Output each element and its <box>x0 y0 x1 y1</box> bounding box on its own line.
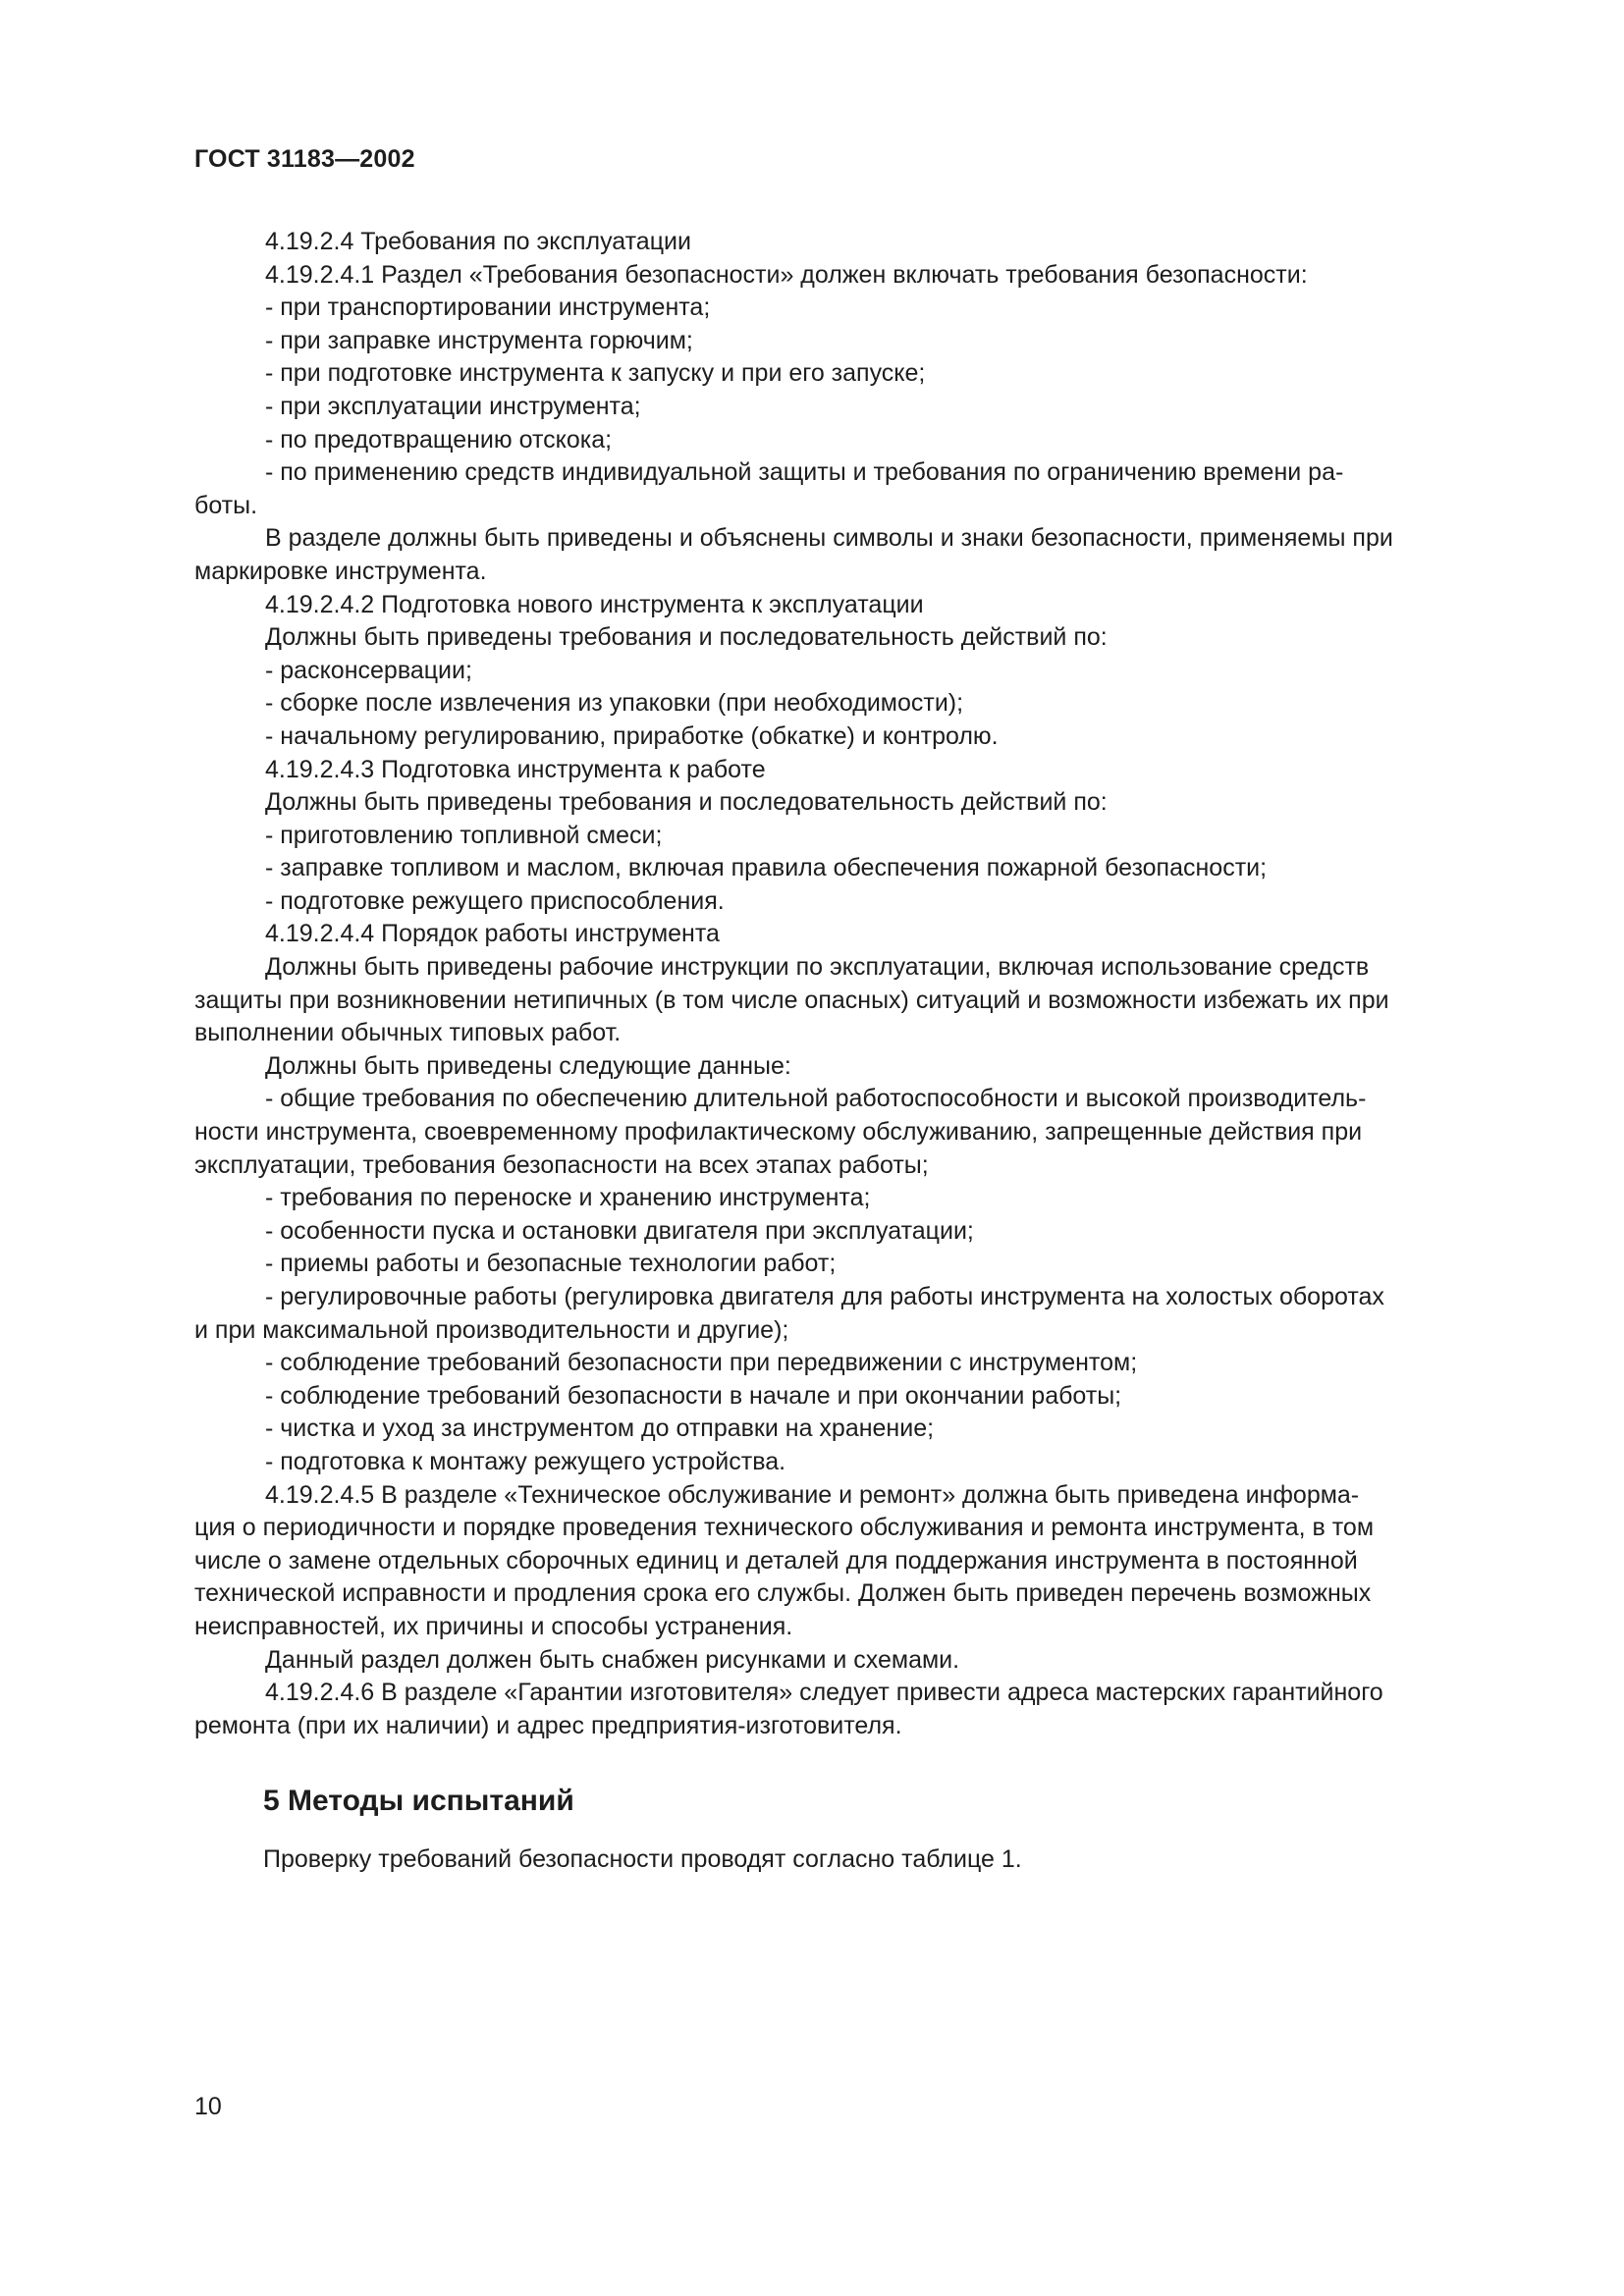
text-line: 4.19.2.4.1 Раздел «Требования безопасности» должен включать требования безопасности: <box>265 260 1308 289</box>
text-line: 4.19.2.4.6 В разделе «Гарантии изготовителя» следует привести адреса мастерских гарантийного <box>265 1679 1383 1707</box>
text-line: боты. <box>194 491 258 519</box>
text-line: выполнении обычных типовых работ. <box>194 1019 622 1047</box>
text-line: - при заправке инструмента горючим; <box>265 326 693 354</box>
body-text <box>194 226 1520 1742</box>
page-number: 10 <box>194 2093 222 2120</box>
text-line: Данный раздел должен быть снабжен рисунками и схемами. <box>265 1645 960 1674</box>
text-line: - требования по переноске и хранению инструмента; <box>265 1184 871 1212</box>
text-line: защиты при возникновении нетипичных (в том числе опасных) ситуаций и возможности избежать их при <box>194 986 1389 1014</box>
text-line: - при подготовке инструмента к запуску и при его запуске; <box>265 359 926 388</box>
text-line: - начальному регулированию, приработке (обкатке) и контролю. <box>265 721 999 750</box>
text-line: - особенности пуска и остановки двигателя при эксплуатации; <box>265 1216 974 1245</box>
text-line: эксплуатации, требования безопасности на всех этапах работы; <box>194 1150 929 1179</box>
text-line: - заправке топливом и маслом, включая правила обеспечения пожарной безопасности; <box>265 854 1268 882</box>
text-line: неисправностей, их причины и способы устранения. <box>194 1612 793 1640</box>
text-line: В разделе должны быть приведены и объяснены символы и знаки безопасности, применяемы при <box>265 524 1393 553</box>
text-line: 4.19.2.4.3 Подготовка инструмента к работе <box>265 755 766 783</box>
text-line: Должны быть приведены требования и последовательность действий по: <box>265 788 1108 817</box>
text-line: числе о замене отдельных сборочных единиц и деталей для поддержания инструмента в постоянной <box>194 1546 1358 1575</box>
text-line: ция о периодичности и порядке проведения технического обслуживания и ремонта инструмента, в том <box>194 1514 1375 1542</box>
text-line: - соблюдение требований безопасности при передвижении с инструментом; <box>265 1349 1138 1377</box>
text-line: - по применению средств индивидуальной защиты и требования по ограничению времени ра- <box>265 458 1344 487</box>
text-line: 4.19.2.4 Требования по эксплуатации <box>265 228 691 255</box>
text-line: - общие требования по обеспечению длительной работоспособности и высокой производитель- <box>265 1085 1367 1113</box>
section-heading: 5 Методы испытаний <box>263 1785 574 1817</box>
document-header: ГОСТ 31183—2002 <box>194 145 415 173</box>
section-text: Проверку требований безопасности проводят согласно таблице 1. <box>263 1845 1022 1873</box>
text-line: 4.19.2.4.5 В разделе «Техническое обслуживание и ремонт» должна быть приведена информа- <box>265 1480 1360 1509</box>
text-line: Должны быть приведены рабочие инструкции по эксплуатации, включая использование средств <box>265 953 1370 982</box>
text-line: - подготовка к монтажу режущего устройства. <box>265 1447 786 1475</box>
text-line: - сборке после извлечения из упаковки (при необходимости); <box>265 689 964 718</box>
text-line: Должны быть приведены требования и последовательность действий по: <box>265 623 1108 652</box>
text-line: - расконсервации; <box>265 656 472 684</box>
text-line: - соблюдение требований безопасности в начале и при окончании работы; <box>265 1381 1122 1410</box>
text-line: 4.19.2.4.4 Порядок работы инструмента <box>265 920 720 948</box>
text-line: Должны быть приведены следующие данные: <box>265 1051 791 1080</box>
text-line: - чистка и уход за инструментом до отправки на хранение; <box>265 1415 935 1443</box>
text-line: - при эксплуатации инструмента; <box>265 392 641 420</box>
text-line: - подготовке режущего приспособления. <box>265 886 725 915</box>
text-line: и при максимальной производительности и другие); <box>194 1315 789 1344</box>
text-line: маркировке инструмента. <box>194 557 487 585</box>
text-line: технической исправности и продления срока его службы. Должен быть приведен перечень возможных <box>194 1579 1372 1608</box>
text-line: - при транспортировании инструмента; <box>265 294 711 322</box>
text-line: 4.19.2.4.2 Подготовка нового инструмента к эксплуатации <box>265 590 924 618</box>
text-line: - по предотвращению отскока; <box>265 425 613 454</box>
text-line: - приемы работы и безопасные технологии работ; <box>265 1250 837 1278</box>
text-line: ности инструмента, своевременному профилактическому обслуживанию, запрещенные действия при <box>194 1118 1363 1147</box>
text-line: - регулировочные работы (регулировка двигателя для работы инструмента на холостых оборотах <box>265 1283 1384 1310</box>
text-line: ремонта (при их наличии) и адрес предприятия-изготовителя. <box>194 1711 902 1739</box>
text-line: - приготовлению топливной смеси; <box>265 821 663 849</box>
